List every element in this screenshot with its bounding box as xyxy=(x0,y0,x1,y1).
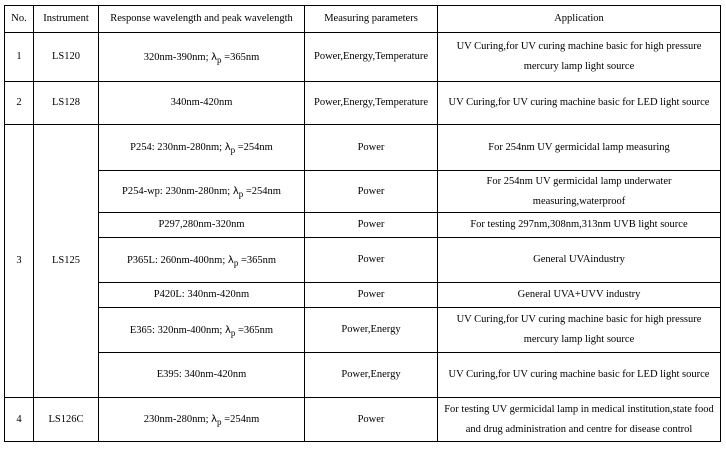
row-no: 3 xyxy=(5,125,34,398)
table-row xyxy=(5,125,721,171)
row-application: UV Curing,for UV curing machine basic for LED light source xyxy=(438,82,721,125)
header-application: Application xyxy=(438,6,721,33)
header-wavelength: Response wavelength and peak wavelength xyxy=(99,6,305,33)
row-params: Power,Energy,Temperature xyxy=(305,33,438,82)
row-params: Power xyxy=(305,125,438,171)
row-wavelength: P365L: 260nm-400nm; λp =365nm xyxy=(99,238,305,283)
row-wavelength: 320nm-390nm; λp =365nm xyxy=(99,33,305,82)
row-params: Power xyxy=(305,398,438,442)
header-instrument: Instrument xyxy=(34,6,99,33)
row-application: UV Curing,for UV curing machine basic for high pressure mercury lamp light source xyxy=(438,33,721,82)
instrument-spec-table xyxy=(4,5,721,442)
row-application: For testing UV germicidal lamp in medical institution,state food and drug administration and centre for disease control xyxy=(438,398,721,442)
header-row xyxy=(5,6,721,33)
row-no: 1 xyxy=(5,33,34,82)
row-instrument: LS128 xyxy=(34,82,99,125)
page-break-mark xyxy=(349,441,377,442)
row-params: Power xyxy=(305,283,438,308)
row-wavelength: P420L: 340nm-420nm xyxy=(99,283,305,308)
row-instrument: LS126C xyxy=(34,398,99,442)
table-row xyxy=(5,398,721,442)
row-wavelength: 340nm-420nm xyxy=(99,82,305,125)
header-no: No. xyxy=(5,6,34,33)
row-wavelength: 230nm-280nm; λp =254nm xyxy=(99,398,305,442)
row-wavelength: P297,280nm-320nm xyxy=(99,213,305,238)
row-no: 4 xyxy=(5,398,34,442)
row-params: Power,Energy xyxy=(305,353,438,398)
table-row xyxy=(5,283,721,308)
row-params: Power,Energy,Temperature xyxy=(305,82,438,125)
table-row xyxy=(5,308,721,353)
row-params: Power,Energy xyxy=(305,308,438,353)
row-params: Power xyxy=(305,171,438,213)
row-application: General UVAindustry xyxy=(438,238,721,283)
header-params: Measuring parameters xyxy=(305,6,438,33)
row-wavelength: E395: 340nm-420nm xyxy=(99,353,305,398)
row-application: General UVA+UVV industry xyxy=(438,283,721,308)
row-instrument: LS120 xyxy=(34,33,99,82)
row-application: For 254nm UV germicidal lamp measuring xyxy=(438,125,721,171)
row-application: UV Curing,for UV curing machine basic for high pressure mercury lamp light source xyxy=(438,308,721,353)
table-row xyxy=(5,82,721,125)
row-wavelength: P254: 230nm-280nm; λp =254nm xyxy=(99,125,305,171)
row-application: For testing 297nm,308nm,313nm UVB light source xyxy=(438,213,721,238)
row-no: 2 xyxy=(5,82,34,125)
row-application: For 254nm UV germicidal lamp underwater measuring,waterproof xyxy=(438,171,721,213)
table-row xyxy=(5,238,721,283)
row-params: Power xyxy=(305,238,438,283)
row-wavelength: P254-wp: 230nm-280nm; λp =254nm xyxy=(99,171,305,213)
table-row xyxy=(5,33,721,82)
table-row xyxy=(5,213,721,238)
row-instrument: LS125 xyxy=(34,125,99,398)
row-params: Power xyxy=(305,213,438,238)
row-application: UV Curing,for UV curing machine basic for LED light source xyxy=(438,353,721,398)
table-row xyxy=(5,171,721,213)
table-row xyxy=(5,353,721,398)
row-wavelength: E365: 320nm-400nm; λp =365nm xyxy=(99,308,305,353)
